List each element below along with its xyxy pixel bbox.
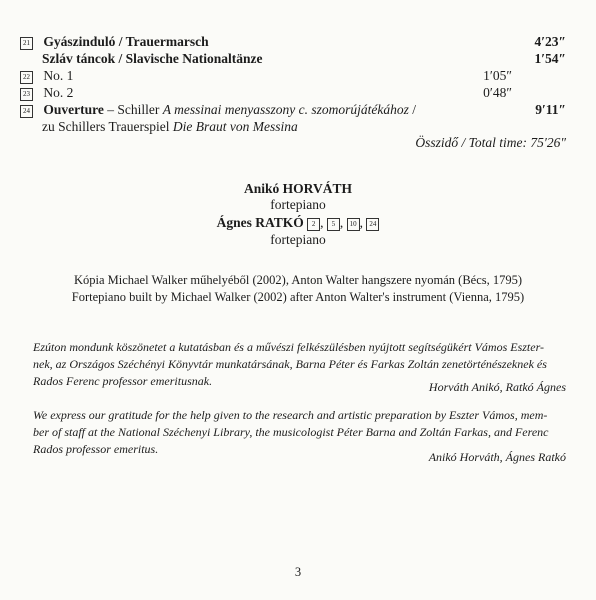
track-time: 1′05″ [483, 68, 512, 83]
track-title: Szláv táncok / Slavische Nationaltänze [42, 51, 263, 66]
subtitle-text: zu Schillers Trauerspiel [42, 119, 173, 134]
performer-row: Ágnes RATKÓ 2 , 5 , 10 , 24 [0, 215, 596, 231]
track-number-box: 24 [20, 105, 33, 118]
track-number-box: 21 [20, 37, 33, 50]
performer-name: Anikó HORVÁTH [244, 181, 352, 196]
subtitle-italic: Die Braut von Messina [172, 119, 298, 134]
signature: Horváth Anikó, Ratkó Ágnes [428, 380, 566, 394]
page-number: 3 [294, 565, 302, 579]
track-subtitle [42, 119, 298, 135]
track-title-italic: A messinai menyasszony c. szomorújátékához [162, 102, 409, 117]
paragraph-line: ber of staff at the National Széchenyi Library, the musicologist Péter Barna and Zoltán Farkas, and Ferenc [33, 425, 549, 439]
track-title: No. 1 [43, 68, 74, 83]
track-row [20, 85, 73, 101]
track-row [20, 34, 209, 50]
track-title: Ouverture [43, 102, 104, 117]
track-time: 1′54″ [534, 51, 566, 66]
paragraph-line: nek, az Országos Széchényi Könyvtár munkatársának, Barna Péter és Farkas Zoltán zenetörténészeknek és [33, 357, 547, 371]
track-title: Gyászinduló / Trauermarsch [43, 34, 209, 49]
total-time: Összidő / Total time: 75′26″ [415, 135, 566, 150]
track-time: 4′23″ [534, 34, 566, 49]
paragraph-line: Rados Ferenc professor emeritusnak. [33, 374, 213, 388]
paragraph-line: Rados professor emeritus. [33, 442, 159, 456]
instrument-note-en: Fortepiano built by Michael Walker (2002) after Anton Walter's instrument (Vienna, 1795) [71, 290, 525, 304]
track-time: 9′11″ [535, 102, 566, 117]
track-number-box: 5 [327, 218, 340, 231]
track-title: No. 2 [43, 85, 74, 100]
track-number-box: 24 [366, 218, 379, 231]
track-row [20, 102, 416, 118]
performer-role: fortepiano [270, 232, 326, 247]
track-number-box: 2 [307, 218, 320, 231]
performer-role: fortepiano [270, 197, 326, 212]
paragraph-line: We express our gratitude for the help given to the research and artistic preparation by Eszter Vámos, mem- [33, 408, 548, 422]
performer-name: Ágnes RATKÓ [216, 215, 304, 230]
track-row [20, 68, 73, 84]
track-number-box: 23 [20, 88, 33, 101]
track-title-part: – Schiller [103, 102, 163, 117]
track-number-box: 22 [20, 71, 33, 84]
paragraph-line: Ezúton mondunk köszönetet a kutatásban és a művészi felkészülésben nyújtott segítségükért Vámos Eszter- [33, 340, 545, 354]
track-title-part: / [408, 102, 416, 117]
signature: Anikó Horváth, Ágnes Ratkó [428, 450, 566, 464]
instrument-note-hu: Kópia Michael Walker műhelyéből (2002), Anton Walter hangszere nyomán (Bécs, 1795) [73, 273, 523, 287]
track-time: 0′48″ [483, 85, 512, 100]
track-number-box: 10 [347, 218, 360, 231]
